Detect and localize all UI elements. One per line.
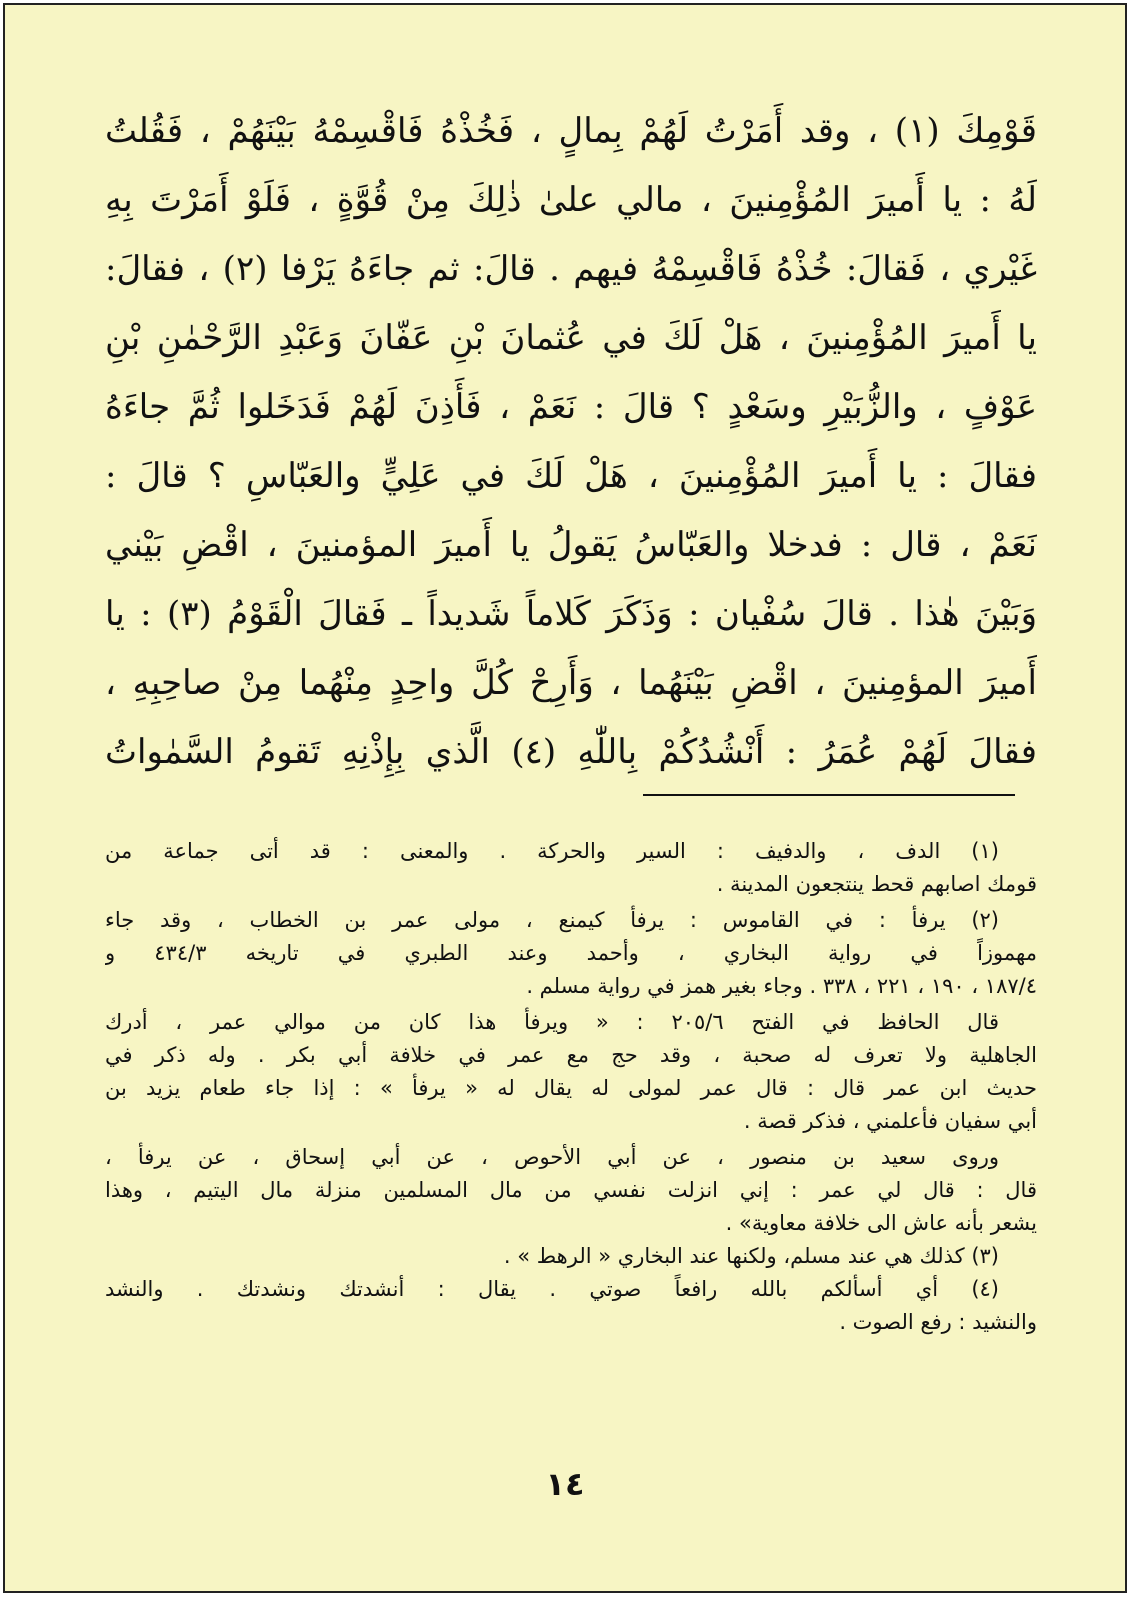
footnote-line: (٢) يرفأ : في القاموس : يرفأ كيمنع ، مولى عمر بن الخطاب ، وقد جاء — [105, 908, 999, 932]
footnote-line: (٣) كذلك هي عند مسلم، ولكنها عند البخاري « الرهط » . — [503, 1244, 999, 1268]
main-text-line: وَبَيْنَ هٰذا . قالَ سُفْيان : وَذَكَرَ كَلاماً شَديداً ـ فَقالَ الْقَوْمُ (٣) : يا — [105, 594, 1037, 634]
book-page — [3, 3, 1127, 1593]
footnote-line: (٤) أي أسألكم بالله رافعاً صوتي . يقال : أنشدتك ونشدتك . والنشد — [105, 1277, 999, 1301]
main-text-line: غَيْري ، فَقالَ: خُذْهُ فَاقْسِمْهُ فيهم . قالَ: ثم جاءَهُ يَرْفا (٢) ، فقالَ: — [105, 249, 1037, 289]
footnote-2-continued — [105, 1006, 1037, 1138]
footnote-divider — [643, 794, 1015, 796]
main-text-line: أَميرَ المؤمِنينَ ، اقْضِ بَيْنَهُما ، وَأَرِحْ كُلَّ واحِدٍ مِنْهُما مِنْ صاحِبِهِ ، — [105, 663, 1037, 703]
footnote-line: وروى سعيد بن منصور ، عن أبي الأحوص ، عن أبي إسحاق ، عن يرفأ ، — [105, 1145, 999, 1169]
footnote-line: قومك اصابهم قحط ينتجعون المدينة . — [716, 872, 1037, 896]
main-text-line: نَعَمْ ، قال : فدخلا والعَبّاسُ يَقولُ يا أَميرَ المؤمنينَ ، اقْضِ بَيْني — [105, 525, 1037, 565]
footnote-line: مهموزاً في رواية البخاري ، وأحمد وعند الطبري في تاريخه ٤٣٤/٣ و — [105, 941, 1037, 965]
footnote-line: حديث ابن عمر قال : قال عمر لمولى له يقال له « يرفأ » : إذا جاء طعام يزيد بن — [105, 1076, 1037, 1100]
main-text-line: عَوْفٍ ، والزُّبَيْرِ وسَعْدٍ ؟ قالَ : نَعَمْ ، فَأَذِنَ لَهُمْ فَدَخَلوا ثُمَّ جاءَهُ — [105, 387, 1037, 427]
footnote-line: يشعر بأنه عاش الى خلافة معاوية» . — [725, 1211, 1037, 1235]
footnote-line: قال : قال لي عمر : إني انزلت نفسي من مال المسلمين منزلة مال اليتيم ، وهذا — [105, 1178, 1037, 1202]
footnote-2-narration — [105, 1141, 1037, 1240]
footnote-line: قال الحافظ في الفتح ٢٠٥/٦ : « ويرفأ هذا كان من موالي عمر ، أدرك — [105, 1010, 999, 1034]
main-text-line: فقالَ لَهُمْ عُمَرُ : أَنْشُدُكُمْ بِاللّٰهِ (٤) الَّذي بِإِذْنِهِ تَقومُ السَّمٰواتُ — [105, 732, 1037, 772]
footnote-3 — [105, 1240, 1037, 1273]
main-text-line: يا أَميرَ المُؤْمِنينَ ، هَلْ لَكَ في عُثمانَ بْنِ عَفّانَ وَعَبْدِ الرَّحْمٰنِ بْنِ — [105, 318, 1037, 358]
main-text-line: لَهُ : يا أَميرَ المُؤْمِنينَ ، مالي علىٰ ذٰلِكَ مِنْ قُوَّةٍ ، فَلَوْ أَمَرْتَ بِهِ — [105, 180, 1037, 220]
footnote-2 — [105, 904, 1037, 1003]
main-text-block — [105, 97, 1037, 787]
page-number: ١٤ — [545, 1465, 585, 1503]
footnote-line: والنشيد : رفع الصوت . — [839, 1310, 1037, 1334]
footnote-line: الجاهلية ولا تعرف له صحبة ، وقد حج مع عمر في خلافة أبي بكر . وله ذكر في — [105, 1043, 1037, 1067]
footnote-4 — [105, 1273, 1037, 1339]
main-text-line: قَوْمِكَ (١) ، وقد أَمَرْتُ لَهُمْ بِمالٍ ، فَخُذْهُ فَاقْسِمْهُ بَيْنَهُمْ ، فَقُلتُ — [105, 111, 1037, 151]
main-text-line: فقالَ : يا أَميرَ المُؤْمِنينَ ، هَلْ لَكَ في عَلِيٍّ والعَبّاسِ ؟ قالَ : — [105, 456, 1037, 496]
footnote-line: (١) الدف ، والدفيف : السير والحركة . والمعنى : قد أتى جماعة من — [105, 839, 999, 863]
footnote-1 — [105, 835, 1037, 901]
footnote-line: أبي سفيان فأعلمني ، فذكر قصة . — [743, 1109, 1037, 1133]
footnotes-block — [105, 835, 1037, 1339]
footnote-line: ١٨٧/٤ ، ١٩٠ ، ٢٢١ ، ٣٣٨ . وجاء بغير همز في رواية مسلم . — [526, 974, 1037, 998]
